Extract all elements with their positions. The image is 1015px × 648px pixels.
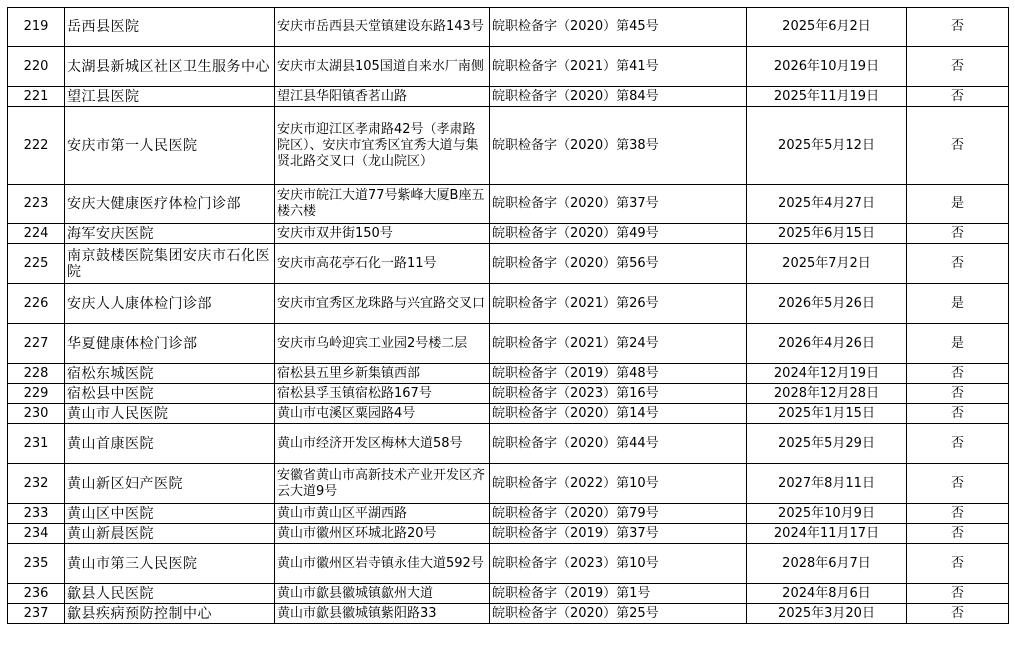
status-flag: 否 [907, 464, 1009, 504]
expiry-date: 2025年1月15日 [747, 404, 907, 424]
institution-name: 太湖县新城区社区卫生服务中心 [65, 47, 275, 87]
row-number: 232 [8, 464, 65, 504]
table-row [8, 544, 1009, 584]
status-flag: 否 [907, 504, 1009, 524]
row-number: 230 [8, 404, 65, 424]
filing-number: 皖职检备字（2020）第44号 [490, 424, 747, 464]
filing-number: 皖职检备字（2020）第79号 [490, 504, 747, 524]
institution-address: 望江县华阳镇香茗山路 [275, 87, 490, 107]
table-row [8, 604, 1009, 624]
institution-address: 安庆市高花亭石化一路11号 [275, 244, 490, 284]
institution-address: 安庆市乌岭迎宾工业园2号楼二层 [275, 324, 490, 364]
table-row [8, 324, 1009, 364]
table-row [8, 364, 1009, 384]
row-number: 224 [8, 224, 65, 244]
institution-address: 黄山市经济开发区梅林大道58号 [275, 424, 490, 464]
row-number: 237 [8, 604, 65, 624]
institution-name: 歙县人民医院 [65, 584, 275, 604]
filing-number: 皖职检备字（2022）第10号 [490, 464, 747, 504]
facility-table [7, 7, 1009, 624]
institution-name: 岳西县医院 [65, 8, 275, 47]
institution-address: 黄山市徽州区岩寺镇永佳大道592号 [275, 544, 490, 584]
row-number: 228 [8, 364, 65, 384]
institution-name: 黄山首康医院 [65, 424, 275, 464]
status-flag: 否 [907, 8, 1009, 47]
institution-address: 安庆市皖江大道77号紫峰大厦B座五楼六楼 [275, 185, 490, 224]
filing-number: 皖职检备字（2019）第1号 [490, 584, 747, 604]
institution-name: 黄山新晨医院 [65, 524, 275, 544]
institution-address: 宿松县五里乡新集镇西部 [275, 364, 490, 384]
institution-name: 南京鼓楼医院集团安庆市石化医院 [65, 244, 275, 284]
table-row [8, 87, 1009, 107]
institution-address: 黄山市黄山区平湖西路 [275, 504, 490, 524]
filing-number: 皖职检备字（2021）第41号 [490, 47, 747, 87]
expiry-date: 2025年5月12日 [747, 107, 907, 185]
table-row [8, 524, 1009, 544]
table-row [8, 47, 1009, 87]
status-flag: 否 [907, 364, 1009, 384]
filing-number: 皖职检备字（2020）第38号 [490, 107, 747, 185]
table-row [8, 384, 1009, 404]
filing-number: 皖职检备字（2019）第37号 [490, 524, 747, 544]
row-number: 231 [8, 424, 65, 464]
institution-address: 安庆市太湖县105国道自来水厂南侧 [275, 47, 490, 87]
institution-address: 安庆市岳西县天堂镇建设东路143号 [275, 8, 490, 47]
expiry-date: 2025年7月2日 [747, 244, 907, 284]
expiry-date: 2026年4月26日 [747, 324, 907, 364]
status-flag: 是 [907, 185, 1009, 224]
institution-address: 黄山市徽州区环城北路20号 [275, 524, 490, 544]
table-row [8, 424, 1009, 464]
expiry-date: 2026年10月19日 [747, 47, 907, 87]
expiry-date: 2024年8月6日 [747, 584, 907, 604]
table-row [8, 584, 1009, 604]
table-row [8, 244, 1009, 284]
status-flag: 否 [907, 107, 1009, 185]
expiry-date: 2025年6月15日 [747, 224, 907, 244]
table-row [8, 464, 1009, 504]
row-number: 227 [8, 324, 65, 364]
table-row [8, 404, 1009, 424]
institution-name: 黄山市第三人民医院 [65, 544, 275, 584]
filing-number: 皖职检备字（2020）第25号 [490, 604, 747, 624]
expiry-date: 2028年6月7日 [747, 544, 907, 584]
expiry-date: 2025年6月2日 [747, 8, 907, 47]
expiry-date: 2025年5月29日 [747, 424, 907, 464]
status-flag: 否 [907, 604, 1009, 624]
table-row [8, 284, 1009, 324]
expiry-date: 2025年11月19日 [747, 87, 907, 107]
filing-number: 皖职检备字（2020）第37号 [490, 185, 747, 224]
row-number: 221 [8, 87, 65, 107]
status-flag: 否 [907, 244, 1009, 284]
status-flag: 否 [907, 424, 1009, 464]
row-number: 222 [8, 107, 65, 185]
table-row [8, 185, 1009, 224]
expiry-date: 2024年12月19日 [747, 364, 907, 384]
institution-name: 黄山区中医院 [65, 504, 275, 524]
institution-name: 安庆人人康体检门诊部 [65, 284, 275, 324]
expiry-date: 2028年12月28日 [747, 384, 907, 404]
table-row [8, 8, 1009, 47]
filing-number: 皖职检备字（2020）第84号 [490, 87, 747, 107]
status-flag: 是 [907, 284, 1009, 324]
institution-name: 华夏健康体检门诊部 [65, 324, 275, 364]
status-flag: 否 [907, 47, 1009, 87]
status-flag: 否 [907, 524, 1009, 544]
row-number: 234 [8, 524, 65, 544]
filing-number: 皖职检备字（2021）第26号 [490, 284, 747, 324]
filing-number: 皖职检备字（2023）第10号 [490, 544, 747, 584]
table-row [8, 224, 1009, 244]
institution-address: 黄山市歙县徽城镇紫阳路33 [275, 604, 490, 624]
institution-address: 安徽省黄山市高新技术产业开发区齐云大道9号 [275, 464, 490, 504]
row-number: 233 [8, 504, 65, 524]
institution-name: 歙县疾病预防控制中心 [65, 604, 275, 624]
filing-number: 皖职检备字（2020）第45号 [490, 8, 747, 47]
row-number: 229 [8, 384, 65, 404]
row-number: 226 [8, 284, 65, 324]
filing-number: 皖职检备字（2020）第14号 [490, 404, 747, 424]
filing-number: 皖职检备字（2020）第49号 [490, 224, 747, 244]
institution-address: 宿松县孚玉镇宿松路167号 [275, 384, 490, 404]
status-flag: 否 [907, 544, 1009, 584]
table-body [8, 8, 1009, 624]
institution-address: 安庆市宜秀区龙珠路与兴宜路交叉口 [275, 284, 490, 324]
institution-address: 黄山市屯溪区粟园路4号 [275, 404, 490, 424]
expiry-date: 2027年8月11日 [747, 464, 907, 504]
expiry-date: 2025年4月27日 [747, 185, 907, 224]
institution-name: 宿松东城医院 [65, 364, 275, 384]
institution-address: 安庆市迎江区孝肃路42号（孝肃路院区）、安庆市宜秀区宜秀大道与集贤北路交叉口（龙山院区） [275, 107, 490, 185]
expiry-date: 2024年11月17日 [747, 524, 907, 544]
expiry-date: 2026年5月26日 [747, 284, 907, 324]
institution-address: 安庆市双井街150号 [275, 224, 490, 244]
status-flag: 否 [907, 224, 1009, 244]
filing-number: 皖职检备字（2023）第16号 [490, 384, 747, 404]
institution-name: 黄山市人民医院 [65, 404, 275, 424]
row-number: 219 [8, 8, 65, 47]
filing-number: 皖职检备字（2020）第56号 [490, 244, 747, 284]
status-flag: 否 [907, 87, 1009, 107]
status-flag: 是 [907, 324, 1009, 364]
row-number: 236 [8, 584, 65, 604]
status-flag: 否 [907, 584, 1009, 604]
status-flag: 否 [907, 384, 1009, 404]
row-number: 223 [8, 185, 65, 224]
expiry-date: 2025年10月9日 [747, 504, 907, 524]
institution-name: 安庆市第一人民医院 [65, 107, 275, 185]
institution-name: 海军安庆医院 [65, 224, 275, 244]
expiry-date: 2025年3月20日 [747, 604, 907, 624]
status-flag: 否 [907, 404, 1009, 424]
row-number: 225 [8, 244, 65, 284]
row-number: 220 [8, 47, 65, 87]
institution-name: 宿松县中医院 [65, 384, 275, 404]
filing-number: 皖职检备字（2019）第48号 [490, 364, 747, 384]
institution-name: 望江县医院 [65, 87, 275, 107]
table-row [8, 504, 1009, 524]
filing-number: 皖职检备字（2021）第24号 [490, 324, 747, 364]
institution-name: 黄山新区妇产医院 [65, 464, 275, 504]
row-number: 235 [8, 544, 65, 584]
institution-address: 黄山市歙县徽城镇歙州大道 [275, 584, 490, 604]
table-row [8, 107, 1009, 185]
institution-name: 安庆大健康医疗体检门诊部 [65, 185, 275, 224]
